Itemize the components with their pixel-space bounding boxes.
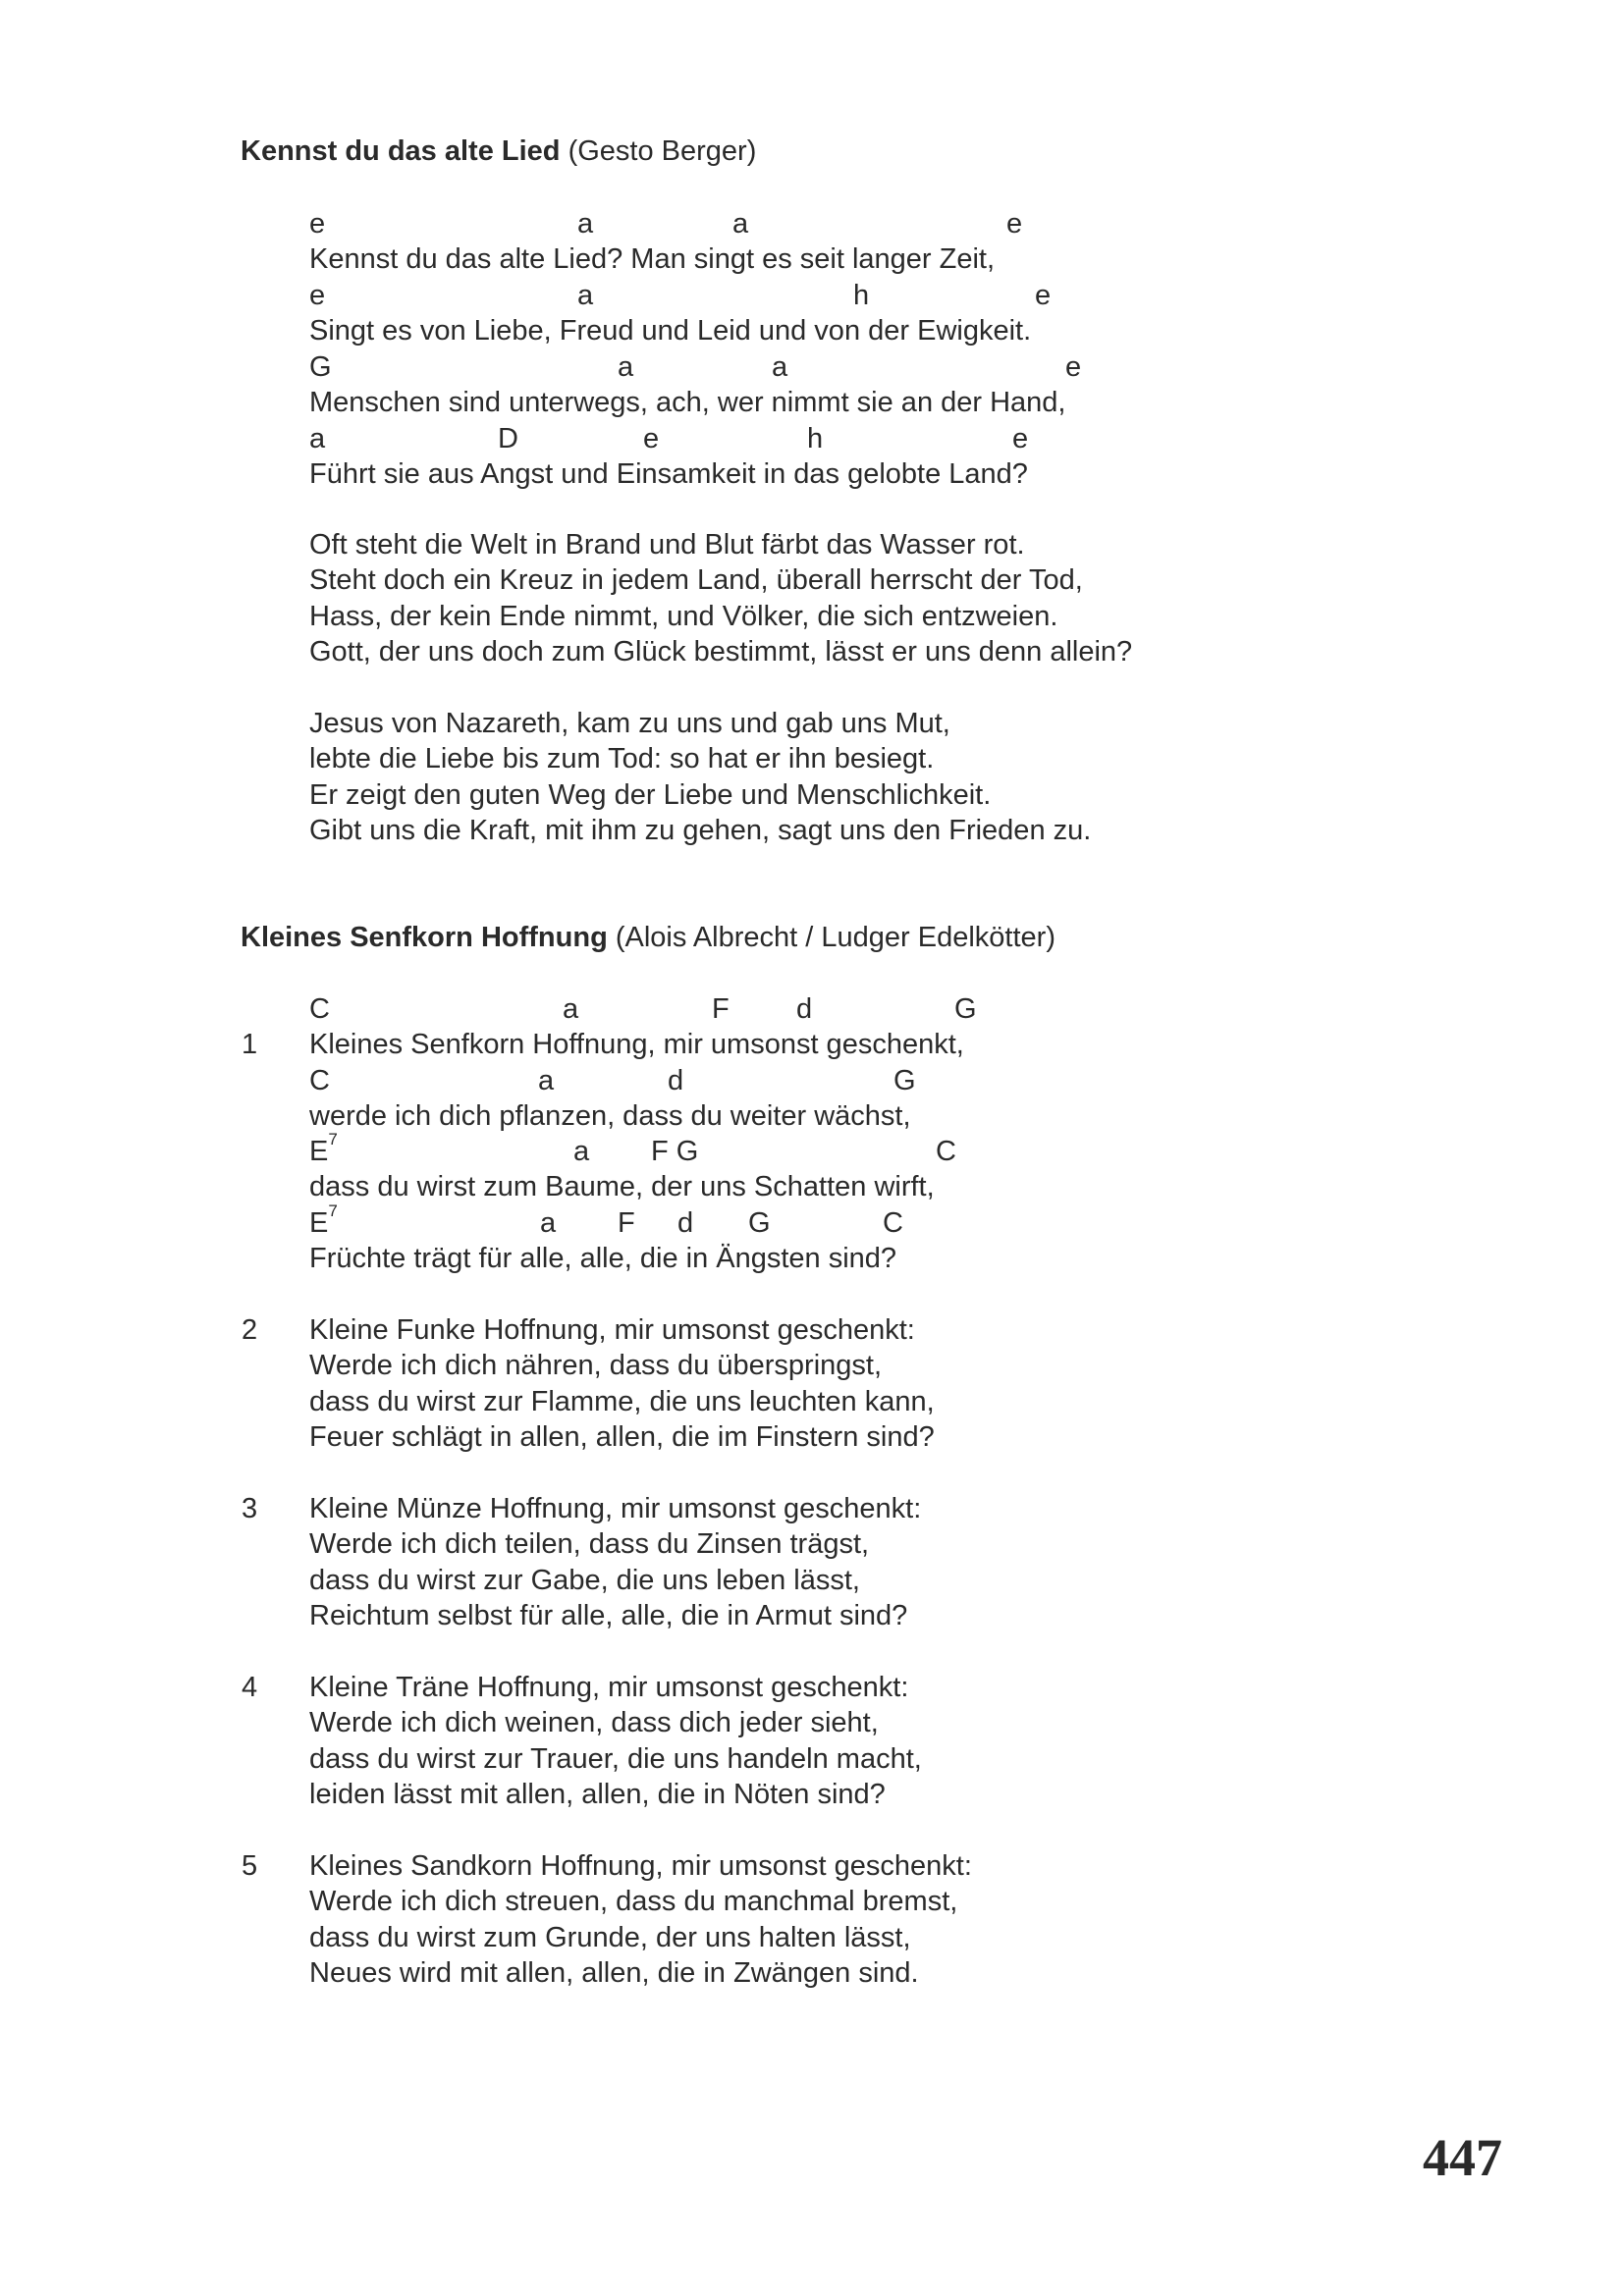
- chord: a: [573, 1136, 590, 1167]
- lyric-line: Kleine Funke Hoffnung, mir umsonst geschenkt:: [309, 1314, 915, 1346]
- lyric-line: leiden lässt mit allen, allen, die in Nöten sind?: [309, 1779, 886, 1810]
- lyric-line: Kennst du das alte Lied? Man singt es seit langer Zeit,: [309, 243, 996, 275]
- lyric-line: lebte die Liebe bis zum Tod: so hat er ihn besiegt.: [309, 743, 935, 774]
- song-authors: (Alois Albrecht / Ludger Edelkötter): [615, 922, 1055, 953]
- lyric-line: Führt sie aus Angst und Einsamkeit in das gelobte Land?: [309, 458, 1028, 490]
- chord: a: [538, 1065, 555, 1096]
- lyric-line: Singt es von Liebe, Freud und Leid und von der Ewigkeit.: [309, 315, 1032, 347]
- chord-e7: [309, 1201, 338, 1241]
- chord: F G: [651, 1136, 699, 1167]
- chord: C: [309, 993, 330, 1025]
- chord: d: [668, 1065, 684, 1096]
- lyric-line: Kleine Träne Hoffnung, mir umsonst geschenkt:: [309, 1672, 909, 1703]
- chord-row: [0, 278, 1623, 313]
- chord-e7: [309, 1130, 338, 1169]
- chord: a: [563, 993, 579, 1025]
- song-authors: (Gesto Berger): [568, 135, 757, 167]
- chord: d: [796, 993, 813, 1025]
- lyric-line: Jesus von Nazareth, kam zu uns und gab uns Mut,: [309, 708, 950, 739]
- lyric-line: dass du wirst zur Gabe, die uns leben lässt,: [309, 1565, 860, 1596]
- chord-row: [0, 991, 1623, 1027]
- chord: G: [954, 993, 977, 1025]
- lyric-line: Er zeigt den guten Weg der Liebe und Menschlichkeit.: [309, 779, 992, 811]
- chord: e: [1012, 423, 1029, 454]
- chord-extension: 7: [328, 1201, 338, 1220]
- chord: a: [309, 423, 326, 454]
- verse-number: 5: [242, 1850, 258, 1882]
- lyric-line: Steht doch ein Kreuz in jedem Land, überall herrscht der Tod,: [309, 564, 1083, 596]
- chord: h: [853, 280, 870, 311]
- lyric-line: dass du wirst zum Baume, der uns Schatten wirft,: [309, 1171, 935, 1202]
- lyric-line: Gibt uns die Kraft, mit ihm zu gehen, sagt uns den Frieden zu.: [309, 815, 1092, 846]
- lyric-line: werde ich dich pflanzen, dass du weiter wächst,: [309, 1100, 911, 1132]
- verse-number: 3: [242, 1493, 258, 1524]
- chord: F: [712, 993, 730, 1025]
- lyric-line: Kleine Münze Hoffnung, mir umsonst geschenkt:: [309, 1493, 922, 1524]
- lyric-line: dass du wirst zum Grunde, der uns halten lässt,: [309, 1922, 911, 1953]
- chord-extension: 7: [328, 1130, 338, 1148]
- chord: a: [772, 351, 788, 383]
- lyric-line: Kleines Sandkorn Hoffnung, mir umsonst geschenkt:: [309, 1850, 972, 1882]
- song-title: [241, 920, 1055, 955]
- chord: a: [577, 208, 594, 240]
- lyric-line: Werde ich dich weinen, dass dich jeder sieht,: [309, 1707, 879, 1738]
- chord: e: [643, 423, 660, 454]
- lyric-line: Gott, der uns doch zum Glück bestimmt, lässt er uns denn allein?: [309, 636, 1133, 667]
- song-name: Kennst du das alte Lied: [241, 135, 561, 167]
- chord-root: E: [309, 1207, 329, 1239]
- lyric-line: Werde ich dich streuen, dass du manchmal bremst,: [309, 1886, 958, 1917]
- chord: e: [1006, 208, 1023, 240]
- chord-row: [0, 1130, 1623, 1169]
- chord: d: [677, 1207, 694, 1239]
- chord: a: [618, 351, 634, 383]
- chord: a: [540, 1207, 557, 1239]
- chord: e: [1035, 280, 1052, 311]
- song-title: [241, 133, 756, 169]
- chord-root: E: [309, 1136, 329, 1167]
- chord: e: [1065, 351, 1082, 383]
- chord: C: [936, 1136, 956, 1167]
- chord: G: [748, 1207, 771, 1239]
- chord-row: [0, 1201, 1623, 1241]
- chord: C: [309, 1065, 330, 1096]
- chord-row: [0, 206, 1623, 241]
- chord-row: [0, 421, 1623, 456]
- chord: e: [309, 208, 326, 240]
- lyric-line: Menschen sind unterwegs, ach, wer nimmt sie an der Hand,: [309, 387, 1066, 418]
- lyric-line: Werde ich dich teilen, dass du Zinsen trägst,: [309, 1528, 870, 1560]
- chord: a: [577, 280, 594, 311]
- chord: e: [309, 280, 326, 311]
- verse-number: 4: [242, 1672, 258, 1703]
- verse-number: 1: [242, 1029, 258, 1060]
- lyric-line: dass du wirst zur Flamme, die uns leuchten kann,: [309, 1386, 935, 1417]
- chord: a: [732, 208, 749, 240]
- chord-row: [0, 1063, 1623, 1098]
- chord: G: [893, 1065, 916, 1096]
- lyric-line: Feuer schlägt in allen, allen, die im Finstern sind?: [309, 1421, 935, 1453]
- lyric-line: Früchte trägt für alle, alle, die in Ängsten sind?: [309, 1243, 897, 1274]
- chord: h: [807, 423, 824, 454]
- lyric-line: Neues wird mit allen, allen, die in Zwängen sind.: [309, 1957, 919, 1989]
- chord: D: [498, 423, 518, 454]
- verse-number: 2: [242, 1314, 258, 1346]
- lyric-line: Kleines Senfkorn Hoffnung, mir umsonst geschenkt,: [309, 1029, 964, 1060]
- lyric-line: dass du wirst zur Trauer, die uns handeln macht,: [309, 1743, 922, 1775]
- page-number: 447: [1423, 2128, 1502, 2187]
- chord: C: [883, 1207, 903, 1239]
- chord-row: [0, 349, 1623, 385]
- lyric-line: Oft steht die Welt in Brand und Blut färbt das Wasser rot.: [309, 529, 1025, 561]
- chord: G: [309, 351, 332, 383]
- song-name: Kleines Senfkorn Hoffnung: [241, 922, 608, 953]
- chord: F: [618, 1207, 635, 1239]
- lyric-line: Werde ich dich nähren, dass du überspringst,: [309, 1350, 883, 1381]
- lyric-line: Hass, der kein Ende nimmt, und Völker, die sich entzweien.: [309, 601, 1058, 632]
- lyric-line: Reichtum selbst für alle, alle, die in Armut sind?: [309, 1600, 908, 1631]
